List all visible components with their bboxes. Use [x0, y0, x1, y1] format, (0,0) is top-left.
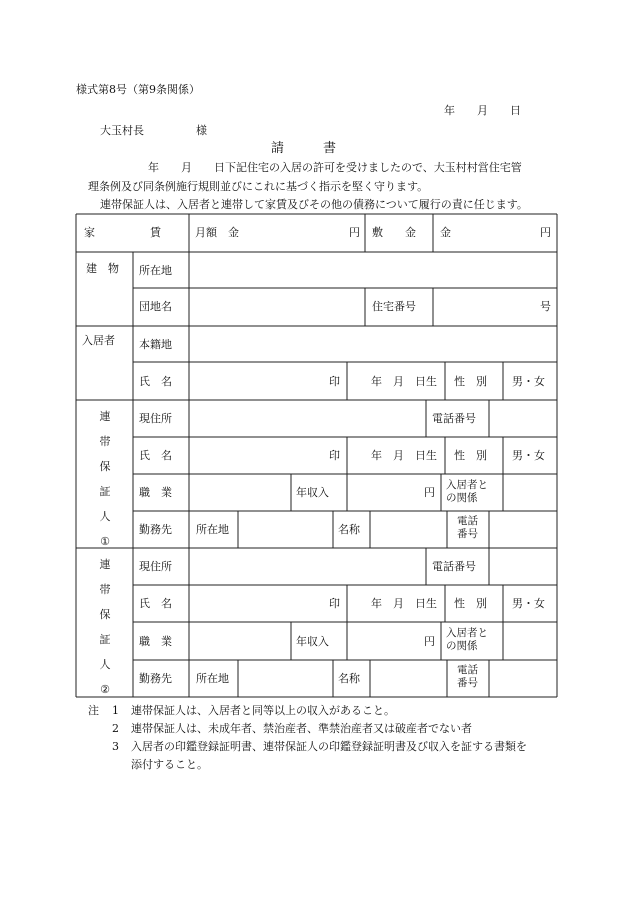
- g2-work-phone-label: 電話 番号: [457, 664, 478, 689]
- complex-name-label: 団地名: [139, 300, 172, 313]
- g2-address-label: 現住所: [139, 560, 172, 573]
- notes-label: 注: [88, 704, 99, 717]
- note1-text: 連帯保証人は、入居者と同等以上の収入があること。: [131, 704, 395, 717]
- addressee: 大玉村長: [100, 124, 144, 137]
- g1-income-label: 年収入: [296, 486, 329, 499]
- building-label: 建 物: [86, 262, 119, 275]
- domicile-label: 本籍地: [139, 338, 172, 351]
- form-number: 様式第8号（第9条関係）: [76, 83, 200, 96]
- g1-workplace-label: 勤務先: [139, 523, 172, 536]
- g2-sex-label: 性 別: [454, 597, 487, 610]
- addressee-suffix: 様: [196, 124, 207, 137]
- g2-phone-label: 電話番号: [432, 560, 476, 573]
- rent-label: 家 賃: [84, 226, 161, 239]
- tenant-label: 入居者: [82, 334, 115, 347]
- rent-yen: 円: [349, 226, 360, 239]
- note3-text-line1: 入居者の印鑑登録証明書、連帯保証人の印鑑登録証明書及び収入を証する書類を: [131, 740, 527, 753]
- tenant-sex-label: 性 別: [454, 375, 487, 388]
- g1-birth: 年 月 日生: [371, 449, 437, 462]
- note2-number: 2: [112, 722, 119, 735]
- body-text-line3: 連帯保証人は、入居者と連帯して家賃及びその他の債務について履行の責に任じます。: [100, 198, 528, 211]
- g1-work-location-label: 所在地: [196, 523, 229, 536]
- deposit-kin: 金: [440, 226, 451, 239]
- tenant-birth: 年 月 日生: [371, 375, 437, 388]
- g2-sex-value: 男・女: [512, 597, 545, 610]
- body-text-line1: 年 月 日下記住宅の入居の許可を受けましたので、大玉村村営住宅管: [148, 161, 522, 174]
- g1-sex-label: 性 別: [454, 449, 487, 462]
- guarantor2-label: 連 帯 保 証 人 ②: [99, 558, 111, 696]
- note1-number: 1: [112, 704, 119, 717]
- g1-income-yen: 円: [424, 486, 435, 499]
- house-number-label: 住宅番号: [372, 300, 416, 313]
- g2-work-name-label: 名称: [338, 672, 360, 685]
- location-label: 所在地: [139, 264, 172, 277]
- deposit-label: 敷 金: [372, 226, 416, 239]
- deposit-yen: 円: [540, 226, 551, 239]
- g1-seal: 印: [329, 449, 340, 462]
- tenant-sex-value: 男・女: [512, 375, 545, 388]
- g1-phone-label: 電話番号: [432, 412, 476, 425]
- g1-work-name-label: 名称: [338, 523, 360, 536]
- date-field: 年 月 日: [444, 104, 521, 117]
- note3-number: 3: [112, 740, 119, 753]
- house-number-unit: 号: [540, 300, 551, 313]
- g1-name-label: 氏 名: [139, 449, 172, 462]
- tenant-seal: 印: [329, 375, 340, 388]
- g2-income-label: 年収入: [296, 635, 329, 648]
- g1-sex-value: 男・女: [512, 449, 545, 462]
- guarantor1-label: 連 帯 保 証 人 ①: [99, 410, 111, 548]
- g1-work-phone-label: 電話 番号: [457, 515, 478, 540]
- g2-occupation-label: 職 業: [139, 635, 172, 648]
- g2-income-yen: 円: [424, 635, 435, 648]
- note3-text-line2: 添付すること。: [131, 758, 208, 771]
- body-text-line2: 理条例及び同条例施行規則並びにこれに基づく指示を堅く守ります。: [88, 180, 429, 193]
- g1-relation-label: 入居者と の関係: [446, 479, 488, 504]
- g2-name-label: 氏 名: [139, 597, 172, 610]
- g2-relation-label: 入居者と の関係: [446, 627, 488, 652]
- page-title: 請 書: [271, 141, 337, 156]
- g2-workplace-label: 勤務先: [139, 672, 172, 685]
- rent-monthly-label: 月額 金: [195, 226, 239, 239]
- g2-birth: 年 月 日生: [371, 597, 437, 610]
- g2-work-location-label: 所在地: [196, 672, 229, 685]
- tenant-name-label: 氏 名: [139, 375, 172, 388]
- g1-occupation-label: 職 業: [139, 486, 172, 499]
- g1-address-label: 現住所: [139, 412, 172, 425]
- g2-seal: 印: [329, 597, 340, 610]
- note2-text: 連帯保証人は、未成年者、禁治産者、準禁治産者又は破産者でない者: [131, 722, 472, 735]
